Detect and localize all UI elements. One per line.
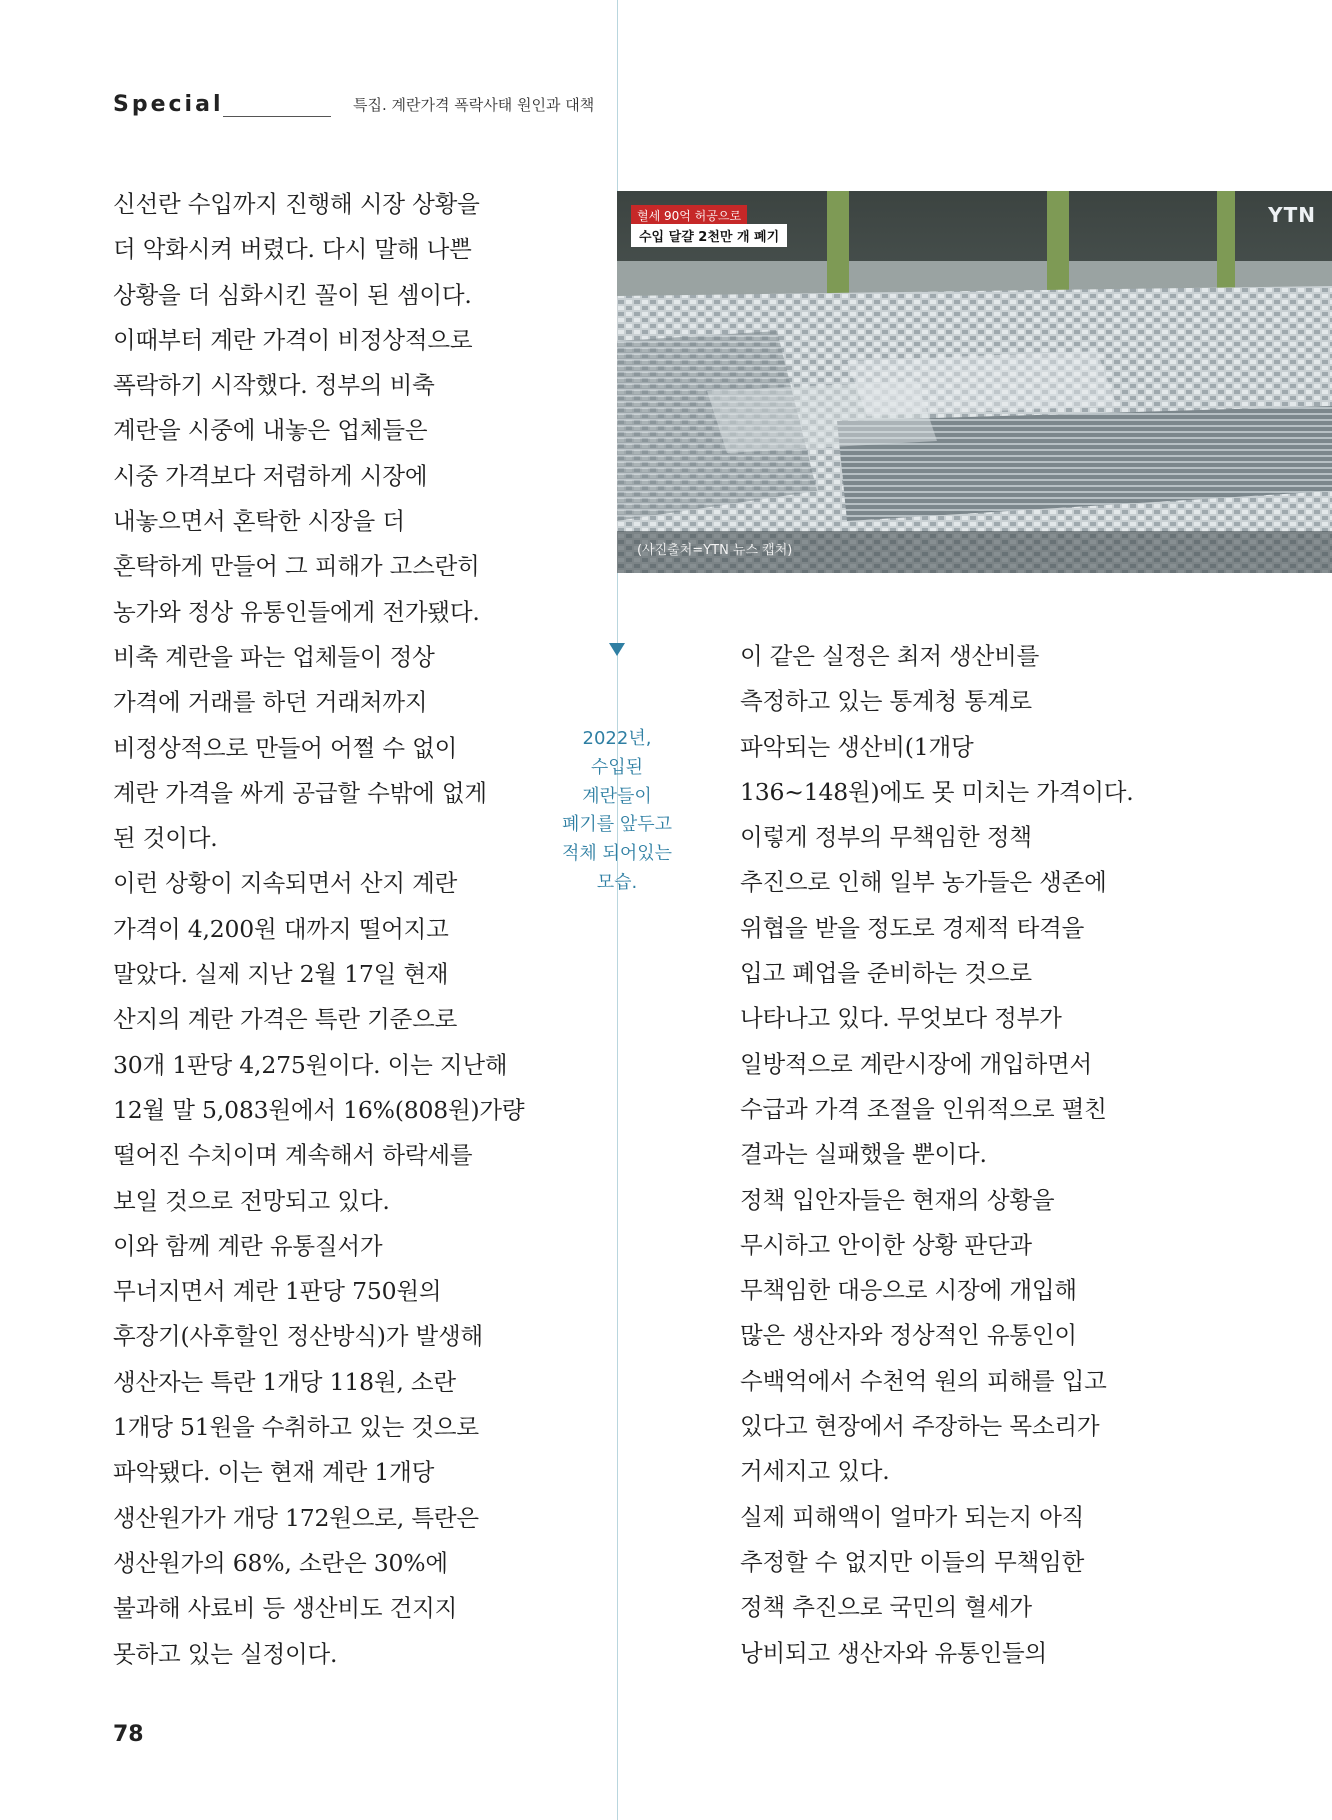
text-line: 내놓으면서 혼탁한 시장을 더 [113,507,405,536]
text-line: 1개당 51원을 수취하고 있는 것으로 [113,1413,479,1442]
text-line: 비축 계란을 파는 업체들이 정상 [113,642,435,671]
text-line: 30개 1판당 4,275원이다. 이는 지난해 [113,1050,508,1079]
text-line: 136~148원)에도 못 미치는 가격이다. [740,777,1134,806]
header-subtitle: 특집. 계란가격 폭락사태 원인과 대책 [353,96,595,114]
text-line: 수백억에서 수천억 원의 피해를 입고 [740,1366,1107,1395]
text-line: 이때부터 계란 가격이 비정상적으로 [113,325,473,354]
text-line: 12월 말 5,083원에서 16%(808원)가량 [113,1095,525,1124]
text-line: 결과는 실패했을 뿐이다. [740,1140,987,1169]
text-line: 일방적으로 계란시장에 개입하면서 [740,1049,1093,1078]
text-line: 된 것이다. [113,824,218,853]
text-line: 가격이 4,200원 대까지 떨어지고 [113,914,449,943]
text-line: 많은 생산자와 정상적인 유통인이 [740,1321,1077,1350]
caption-line: 적체 되어있는 [561,843,673,865]
text-line: 낭비되고 생산자와 유통인들의 [740,1638,1048,1667]
text-line: 이런 상황이 지속되면서 산지 계란 [113,869,458,898]
text-line: 신선란 수입까지 진행해 시장 상황을 [113,190,480,218]
text-line: 수급과 가격 조절을 인위적으로 펼친 [740,1094,1107,1123]
caption-line: 모습. [596,871,638,893]
text-line: 무책임한 대응으로 시장에 개입해 [740,1276,1077,1305]
text-line: 혼탁하게 만들어 그 피해가 고스란히 [113,552,480,581]
text-line: 계란 가격을 싸게 공급할 수밖에 없게 [113,778,487,807]
text-line: 이와 함께 계란 유통질서가 [113,1231,383,1260]
caption-line: 계란들이 [582,785,652,807]
text-line: 추진으로 인해 일부 농가들은 생존에 [740,868,1107,897]
text-line: 더 악화시켜 버렸다. 다시 말해 나쁜 [113,235,472,264]
text-line: 산지의 계란 가격은 특란 기준으로 [113,1005,458,1034]
text-line: 비정상적으로 만들어 어쩔 수 없이 [113,733,458,762]
text-line: 무너지면서 계란 1판당 750원의 [113,1277,442,1306]
text-line: 파악되는 생산비(1개당 [740,732,974,761]
page-header [113,92,633,122]
text-line: 무시하고 안이한 상황 판단과 [740,1230,1032,1259]
text-line: 위협을 받을 정도로 경제적 타격을 [740,913,1085,942]
text-line: 못하고 있는 실정이다. [113,1639,338,1668]
photo-caption [547,725,687,898]
text-line: 측정하고 있는 통계청 통계로 [740,687,1032,716]
photo-credit: (사진출처=YTN 뉴스 캡처) [637,543,793,558]
text-line: 시중 가격보다 저렴하게 시장에 [113,461,428,490]
text-line: 말았다. 실제 지난 2월 17일 현재 [113,960,449,989]
text-line: 이 같은 실정은 최저 생산비를 [740,642,1040,670]
news-photo [617,191,1332,573]
caption-triangle-icon [609,643,625,656]
text-line: 가격에 거래를 하던 거래처까지 [113,688,428,717]
text-line: 생산자는 특란 1개당 118원, 소란 [113,1367,456,1396]
text-line: 농가와 정상 유통인들에게 전가됐다. [113,597,480,626]
ytn-logo: YTN [1268,203,1316,227]
text-line: 이렇게 정부의 무책임한 정책 [740,823,1032,852]
text-line: 입고 폐업을 준비하는 것으로 [740,959,1032,988]
text-line: 보일 것으로 전망되고 있다. [113,1186,390,1215]
page-number: 78 [113,1722,144,1747]
text-line: 계란을 시중에 내놓은 업체들은 [113,416,428,445]
text-line: 정책 입안자들은 현재의 상황을 [740,1185,1055,1214]
text-line: 파악됐다. 이는 현재 계란 1개당 [113,1458,435,1487]
text-line: 후장기(사후할인 정산방식)가 발생해 [113,1322,483,1351]
text-line: 생산원가가 개당 172원으로, 특란은 [113,1503,479,1532]
text-line: 추정할 수 없지만 이들의 무책임한 [740,1547,1085,1576]
article-right-column [740,634,1134,1676]
text-line: 거세지고 있다. [740,1457,890,1486]
caption-line: 폐기를 앞두고 [561,814,673,836]
text-line: 불과해 사료비 등 생산비도 건지지 [113,1594,458,1623]
news-caption-line: 수입 달걀 2천만 개 폐기 [631,224,787,247]
header-rule [223,116,331,117]
news-headline-badge: 혈세 90억 허공으로 [631,205,747,226]
text-line: 떨어진 수치이며 계속해서 하락세를 [113,1141,473,1170]
text-line: 상황을 더 심화시킨 꼴이 된 셈이다. [113,280,472,309]
text-line: 나타나고 있다. 무엇보다 정부가 [740,1004,1062,1033]
section-label: Special [113,92,224,117]
warehouse-egg-pallets-image [617,191,1332,573]
caption-line: 수입된 [590,756,644,778]
text-line: 있다고 현장에서 주장하는 목소리가 [740,1412,1100,1441]
text-line: 폭락하기 시작했다. 정부의 비축 [113,371,435,400]
caption-line: 2022년, [582,728,652,749]
text-line: 생산원가의 68%, 소란은 30%에 [113,1548,448,1577]
text-line: 실제 피해액이 얼마가 되는지 아직 [740,1502,1085,1531]
text-line: 정책 추진으로 국민의 혈세가 [740,1593,1032,1622]
article-left-column [113,182,524,1677]
